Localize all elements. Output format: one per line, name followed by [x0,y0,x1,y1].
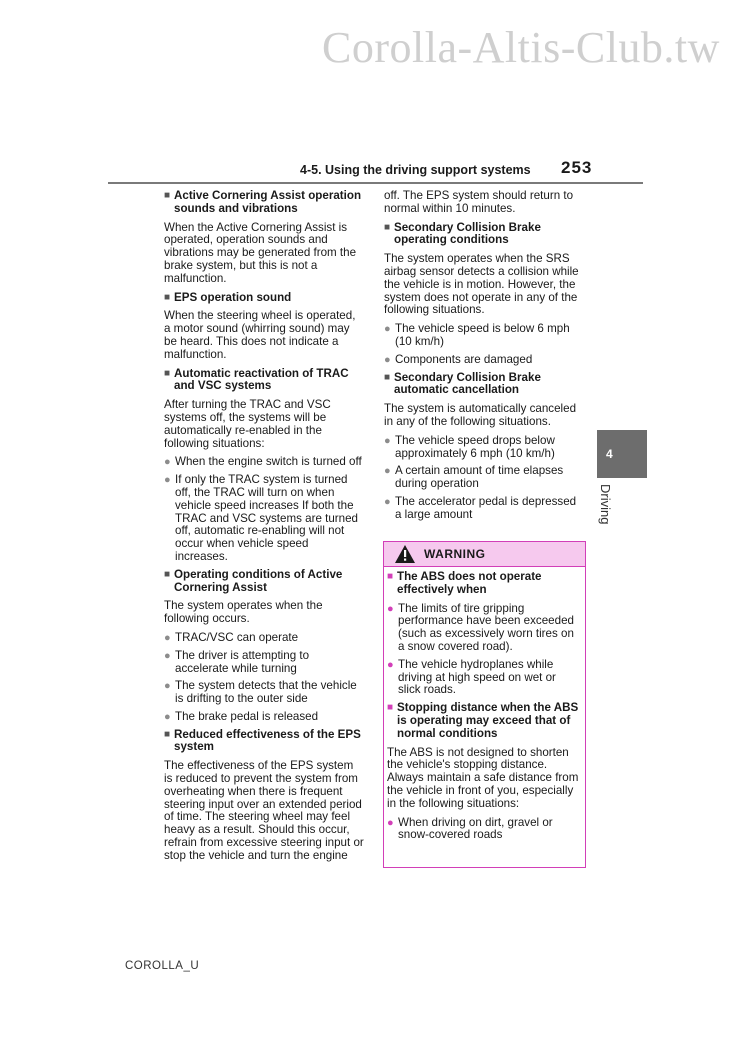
paragraph: off. The EPS system should return to normal within 10 minutes. [384,189,574,215]
circle-bullet-icon: ● [387,658,394,671]
warning-triangle-icon [394,544,416,564]
paragraph: After turning the TRAC and VSC systems off, the systems will be automatically re-enabled in the following situations: [164,398,331,450]
section-heading [387,702,579,740]
circle-bullet-icon: ● [164,710,171,723]
bullet-text: The driver is attempting to accelerate while turning [175,648,310,675]
section-heading [164,292,364,305]
chapter-tab [597,430,647,478]
paragraph: The effectiveness of the EPS system is reduced to prevent the system from overheating when there is frequent steering input over an extended period of time. The steering wheel may feel heavy as a result. Should this occur, refrain from excessive steering input or stop the vehicle and turn the engine [164,759,364,862]
bullet-item [164,680,364,706]
bullet-item [384,354,584,367]
warning-body [384,567,585,842]
circle-bullet-icon: ● [164,474,171,487]
bullet-item [164,650,364,676]
bullet-item [164,456,364,469]
circle-bullet-icon: ● [164,456,171,469]
section-heading [164,569,364,595]
bullet-item [384,496,584,522]
bullet-text: A certain amount of time elapses during operation [395,464,564,491]
circle-bullet-icon: ● [384,465,391,478]
bullet-text: The brake pedal is released [175,709,319,723]
bullet-item [387,659,579,697]
heading-text: Stopping distance when the ABS is operating may exceed that of normal conditions [397,701,579,740]
bullet-item [164,711,364,724]
watermark: Corolla-Altis-Club.tw [322,23,720,72]
paragraph: The system operates when the SRS airbag sensor detects a collision while the vehicle is in motion. However, the system does not operate in any of the following situations. [384,252,579,317]
square-bullet-icon: ■ [164,568,171,580]
bullet-text: The vehicle speed is below 6 mph (10 km/h) [395,322,570,348]
circle-bullet-icon: ● [164,631,171,644]
bullet-text: The accelerator pedal is depressed a large amount [395,494,577,521]
warning-header [384,542,585,567]
warning-label: WARNING [424,547,486,561]
chapter-number: 4 [606,447,613,461]
circle-bullet-icon: ● [384,495,391,508]
left-column [164,190,364,869]
page-number: 253 [561,158,593,177]
warning-box [383,541,586,868]
heading-text: Operating conditions of Active Cornering Assist [174,567,343,594]
circle-bullet-icon: ● [384,434,391,447]
circle-bullet-icon: ● [164,649,171,662]
bullet-text: Components are damaged [395,352,533,366]
bullet-text: If only the TRAC system is turned off, the TRAC will turn on when vehicle speed increases If both the TRAC and VSC systems are turned off, automatic re-enabling will not occur when vehicle speed increases. [175,473,358,563]
section-heading [384,222,584,248]
bullet-text: When the engine switch is turned off [175,455,362,469]
square-bullet-icon: ■ [164,728,171,740]
heading-text: Active Cornering Assist operation sounds and vibrations [174,189,362,215]
circle-bullet-icon: ● [387,816,394,829]
square-bullet-icon: ■ [384,371,391,383]
square-bullet-icon: ■ [387,702,394,714]
circle-bullet-icon: ● [384,353,391,366]
circle-bullet-icon: ● [384,323,391,336]
paragraph: When the steering wheel is operated, a motor sound (whirring sound) may be heard. This does not indicate a malfunction. [164,309,356,361]
square-bullet-icon: ■ [384,221,391,233]
section-heading [164,729,364,755]
square-bullet-icon: ■ [164,190,171,201]
paragraph: The system is automatically canceled in any of the following situations. [384,402,577,428]
heading-text: Reduced effectiveness of the EPS system [174,727,361,754]
bullet-text: The system detects that the vehicle is drifting to the outer side [175,679,357,706]
paragraph: The system operates when the following occurs. [164,599,323,626]
heading-text: The ABS does not operate effectively when [397,570,542,596]
bullet-text: TRAC/VSC can operate [175,630,299,644]
bullet-item [387,817,579,843]
section-heading [164,368,364,394]
square-bullet-icon: ■ [164,367,171,379]
bullet-item [164,632,364,645]
paragraph: When the Active Cornering Assist is operated, operation sounds and vibrations may be generated from the brake system, but this is not a malfunction. [164,220,357,285]
heading-text: Automatic reactivation of TRAC and VSC systems [174,366,349,393]
bullet-text: The vehicle speed drops below approximately 6 mph (10 km/h) [395,433,555,460]
paragraph: The ABS is not designed to shorten the vehicle's stopping distance. Always maintain a safe distance from the vehicle in front of you, especially in the following situations: [387,745,579,810]
section-heading [384,372,584,398]
bullet-text: The limits of tire gripping performance have been exceeded (such as excessively worn tires on a snow covered road). [398,601,574,653]
chapter-label: Driving [598,484,613,525]
bullet-item [384,435,584,461]
section-heading [387,571,579,597]
circle-bullet-icon: ● [164,680,171,693]
square-bullet-icon: ■ [387,571,394,582]
header-divider [108,182,643,184]
bullet-text: The vehicle hydroplanes while driving at high speed on wet or slick roads. [398,657,556,697]
bullet-text: When driving on dirt, gravel or snow-covered roads [398,815,553,842]
right-column [384,190,584,527]
circle-bullet-icon: ● [387,602,394,615]
heading-text: EPS operation sound [174,290,292,304]
section-heading [164,190,364,216]
bullet-item [384,323,584,349]
bullet-item [384,465,584,491]
bullet-item [164,474,364,564]
footer-code: COROLLA_U [125,960,200,972]
square-bullet-icon: ■ [164,291,171,303]
heading-text: Secondary Collision Brake operating conditions [394,220,541,247]
heading-text: Secondary Collision Brake automatic cancellation [394,370,541,397]
section-title: 4-5. Using the driving support systems [300,163,531,177]
bullet-item [387,603,579,654]
